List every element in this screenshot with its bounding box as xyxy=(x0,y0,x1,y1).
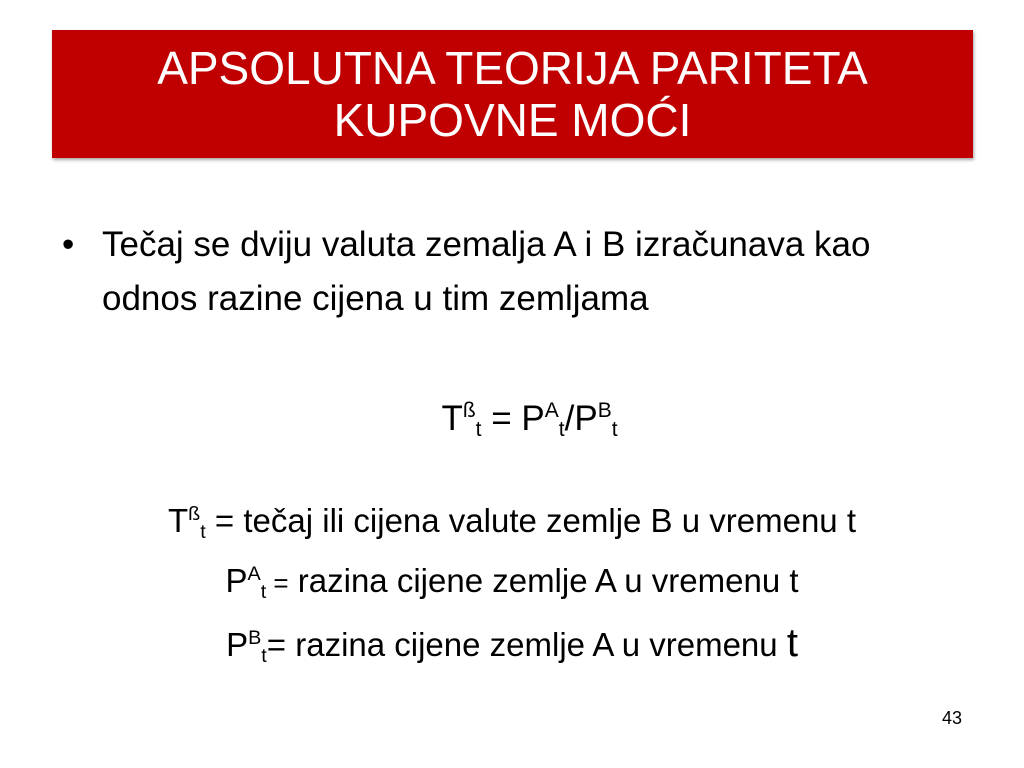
def2-sub: t xyxy=(260,580,267,603)
definition-exchange-rate xyxy=(0,496,1024,546)
formula-pb-sup: B xyxy=(597,399,612,423)
def3-tail: t xyxy=(786,621,798,665)
slide-title-line-2: KUPOVNE MOĆI xyxy=(333,94,692,146)
def2-symbol: P xyxy=(225,562,248,599)
def1-text: = tečaj ili cijena valute zemlje B u vremenu t xyxy=(205,502,856,539)
formula-t: T xyxy=(441,399,463,438)
formula-pa-sup: A xyxy=(544,399,559,423)
formula-t-sup: ß xyxy=(462,399,476,423)
title-banner xyxy=(52,30,973,158)
formula-p: P xyxy=(521,399,545,438)
definition-price-level-b xyxy=(0,618,1024,670)
formula-pb-sub: t xyxy=(611,418,618,442)
def3-symbol: P xyxy=(226,626,249,663)
formula xyxy=(0,392,1024,446)
def3-text: = razina cijene zemlje A u vremenu xyxy=(266,626,787,663)
formula-slash-p: /P xyxy=(564,399,598,438)
def1-symbol: T xyxy=(168,502,189,539)
formula-equals: = xyxy=(481,399,522,438)
def3-sup: B xyxy=(248,627,262,650)
slide-title-line-1: APSOLUTNA TEORIJA PARITETA xyxy=(157,42,868,94)
def2-sup: A xyxy=(247,563,261,586)
def1-sub: t xyxy=(200,520,206,543)
def2-equals: = xyxy=(266,568,289,598)
def1-sup: ß xyxy=(188,503,201,526)
def3-sub: t xyxy=(261,644,267,667)
bullet-icon: • xyxy=(62,225,75,264)
page-number: 43 xyxy=(941,708,962,728)
bullet-point xyxy=(62,218,942,326)
definition-price-level-a xyxy=(0,556,1024,608)
formula-pa-sub: t xyxy=(558,418,565,442)
formula-t-sub: t xyxy=(475,418,482,442)
def2-text: razina cijene zemlje A u vremenu t xyxy=(288,562,799,599)
bullet-text: Tečaj se dviju valuta zemalja A i B izračunava kao odnos razine cijena u tim zemljama xyxy=(102,225,871,318)
